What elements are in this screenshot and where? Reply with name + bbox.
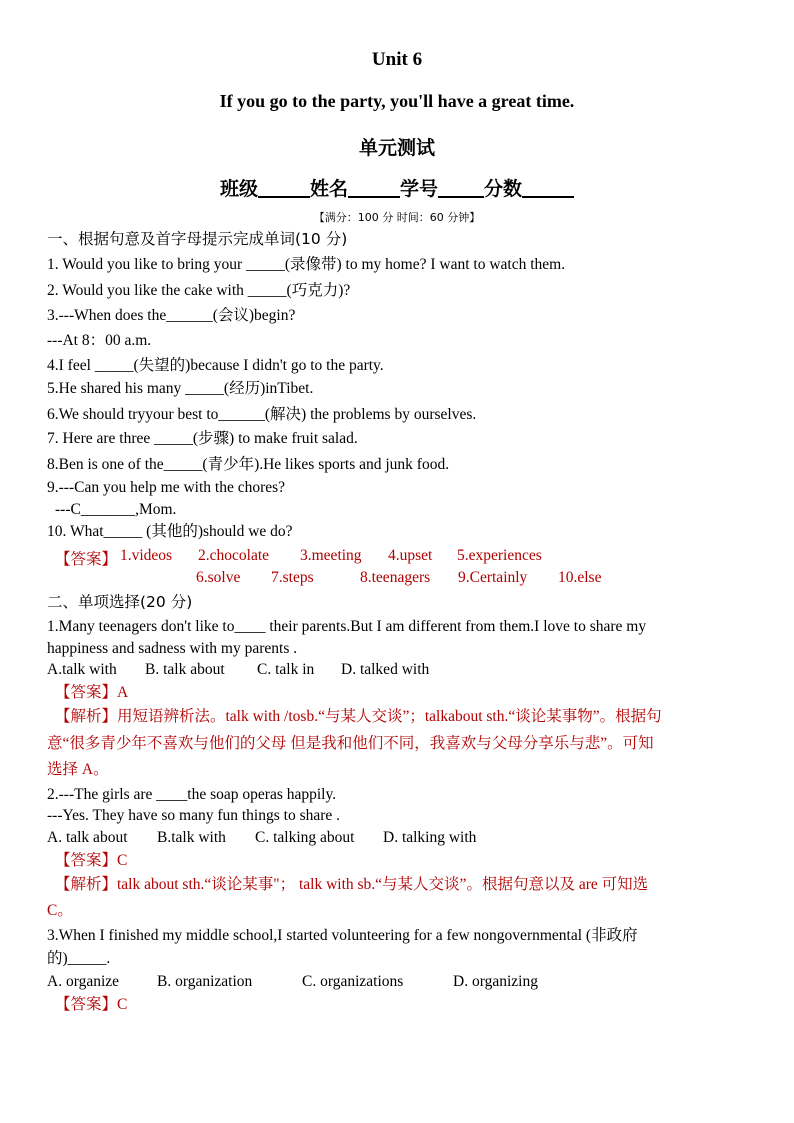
section2-heading: 二、单项选择(20 分) (47, 593, 193, 611)
q1-option-d[interactable]: D. talked with (341, 661, 430, 678)
q2-analysis-line2: C。 (47, 902, 73, 919)
q2-stem-line2: ---Yes. They have so many fun things to share . (47, 807, 341, 824)
section1-item-3: 3.---When does the______(会议)begin? (47, 307, 296, 324)
section1-item-5: 5.He shared his many _____(经历)inTibet. (47, 380, 314, 397)
q1-analysis-line1: 【解析】用短语辨析法。talk with /tosb.“与某人交谈”；talkabout sth.“谈论某事物”。根据句 (55, 708, 662, 725)
section1-item-9: 9.---Can you help me with the chores? (47, 479, 286, 496)
field-id-label: 学号 (400, 178, 439, 200)
s1-answer-1: 1.videos (120, 547, 173, 564)
field-class-label: 班级 (219, 178, 258, 200)
section1-item-1: 1. Would you like to bring your _____(录像带) to my home? I want to watch them. (47, 256, 566, 273)
q3-option-b[interactable]: B. organization (157, 973, 253, 990)
q1-option-a[interactable]: A.talk with (47, 661, 117, 678)
section1-heading: 一、根据句意及首字母提示完成单词(10 分) (47, 230, 348, 248)
q3-stem-line2: 的)_____. (47, 950, 111, 967)
s1-answer-5: 5.experiences (457, 547, 542, 564)
field-score-blank[interactable] (522, 178, 574, 198)
q1-analysis-line2: 意“很多青少年不喜欢与他们的父母 但是我和他们不同，我喜欢与父母分享乐与悲”。可知 (47, 735, 654, 752)
q1-options (47, 660, 782, 680)
q3-option-d[interactable]: D. organizing (453, 973, 538, 990)
q2-option-b[interactable]: B.talk with (157, 829, 226, 846)
section1-item-8: 8.Ben is one of the_____(青少年).He likes sports and junk food. (47, 456, 450, 473)
q1-option-c[interactable]: C. talk in (257, 661, 315, 678)
s1-answer-9: 9.Certainly (458, 569, 528, 586)
s1-answer-10: 10.else (558, 569, 602, 586)
field-score-label: 分数 (484, 178, 523, 200)
section1-item-10: 10. What_____ (其他的)should we do? (47, 523, 293, 540)
q3-option-c[interactable]: C. organizations (302, 973, 404, 990)
q1-stem-line2: happiness and sadness with my parents . (47, 640, 298, 657)
unit-heading: Unit 6 (371, 49, 423, 70)
section1-item-9-reply: ---C_______,Mom. (55, 501, 177, 518)
section1-answer-label: 【答案】 (55, 551, 118, 568)
s1-answer-4: 4.upset (388, 547, 433, 564)
q3-stem-line1: 3.When I finished my middle school,I started volunteering for a few nongovernmental (非政府 (47, 927, 638, 944)
q2-answer: 【答案】C (55, 852, 128, 869)
unit-title: If you go to the party, you'll have a great time. (219, 91, 575, 111)
s1-answer-6: 6.solve (196, 569, 241, 586)
s1-answer-8: 8.teenagers (360, 569, 431, 586)
q2-stem-line1: 2.---The girls are ____the soap operas happily. (47, 786, 337, 803)
student-info-fields (0, 174, 794, 201)
score-time-note: 【满分：100 分 时间：60 分钟】 (313, 211, 481, 224)
test-subtitle: 单元测试 (358, 137, 435, 159)
q2-option-d[interactable]: D. talking with (383, 829, 477, 846)
field-name-label: 姓名 (309, 178, 348, 200)
section1-item-7: 7. Here are three _____(步骤) to make fruit salad. (47, 430, 358, 447)
section1-item-6: 6.We should tryyour best to______(解决) the problems by ourselves. (47, 406, 477, 423)
s1-answer-3: 3.meeting (300, 547, 362, 564)
field-name-blank[interactable] (348, 178, 400, 198)
section1-item-3-reply: ---At 8：00 a.m. (47, 332, 152, 349)
s1-answer-2: 2.chocolate (198, 547, 270, 564)
field-class-blank[interactable] (258, 178, 310, 198)
q3-options (47, 972, 782, 992)
q3-option-a[interactable]: A. organize (47, 973, 120, 990)
q1-option-b[interactable]: B. talk about (145, 661, 225, 678)
q2-options (47, 828, 782, 848)
field-id-blank[interactable] (438, 178, 484, 198)
s1-answer-7: 7.steps (271, 569, 314, 586)
q1-answer: 【答案】A (55, 684, 129, 701)
q2-analysis-line1: 【解析】talk about sth.“谈论某事"； talk with sb.“与某人交谈”。根据句意以及 are 可知选 (55, 876, 649, 893)
q1-analysis-line3: 选择 A。 (47, 761, 109, 778)
section1-item-4: 4.I feel _____(失望的)because I didn't go to the party. (47, 357, 384, 374)
q3-answer: 【答案】C (55, 996, 128, 1013)
q1-stem-line1: 1.Many teenagers don't like to____ their parents.But I am different from them.I love to share my (47, 618, 647, 635)
section1-item-2: 2. Would you like the cake with _____(巧克力)? (47, 282, 351, 299)
q2-option-a[interactable]: A. talk about (47, 829, 128, 846)
q2-option-c[interactable]: C. talking about (255, 829, 355, 846)
